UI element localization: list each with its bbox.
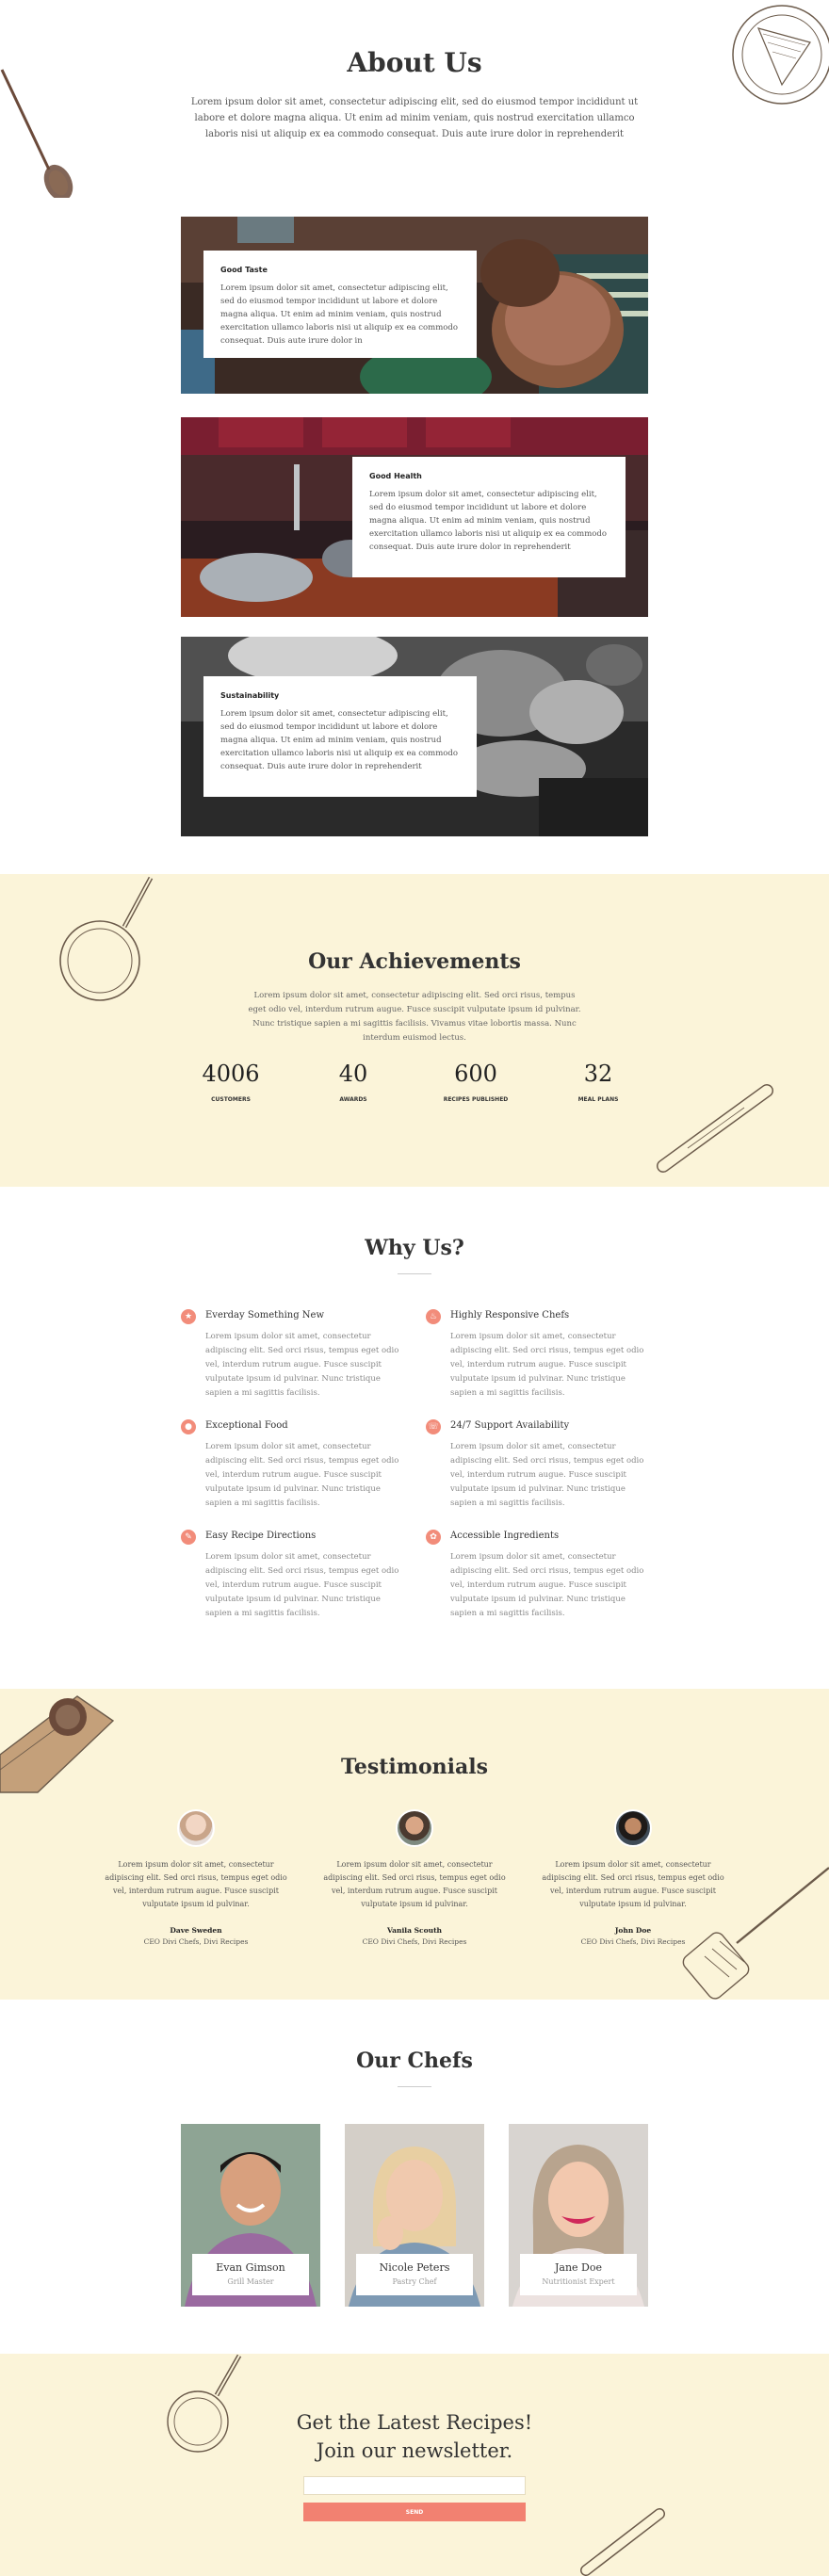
- feature-title: 24/7 Support Availability: [450, 1420, 570, 1431]
- frying-pan-illustration: [57, 874, 170, 1006]
- testimonial-role: CEO Divi Chefs, Divi Recipes: [143, 1937, 249, 1946]
- card-title: Good Health: [369, 472, 422, 480]
- stats-row: [179, 1061, 650, 1103]
- title-divider: [398, 2086, 431, 2087]
- why-us-section: [0, 1187, 829, 1689]
- testimonial-text: Lorem ipsum dolor sit amet, consectetur adipiscing elit. Sed orci risus, tempus eget odio vel, interdum rutrum augue. Fusce suscipit vulputate ipsum id pulvinar.: [323, 1860, 506, 1908]
- testimonials-title: Testimonials: [340, 1755, 489, 1779]
- chef-card: [509, 2124, 648, 2307]
- card-title: Sustainability: [220, 691, 280, 700]
- stat-value: 4006: [202, 1061, 260, 1087]
- card-overlay: [203, 676, 477, 797]
- spoon-illustration: [0, 66, 85, 198]
- achievements-title: Our Achievements: [308, 949, 521, 974]
- cutting-board-illustration: [0, 1689, 122, 1802]
- title-divider: [398, 1273, 431, 1274]
- card-overlay: [203, 251, 477, 358]
- support-icon: ☏: [426, 1419, 441, 1434]
- chef-nameplate: [520, 2254, 637, 2295]
- chef-name: Nicole Peters: [379, 2261, 450, 2274]
- newsletter-title-line2: Join our newsletter.: [316, 2439, 513, 2462]
- chefs-title: Our Chefs: [356, 2049, 473, 2073]
- send-button[interactable]: SEND: [303, 2503, 526, 2521]
- card-text: Lorem ipsum dolor sit amet, consectetur adipiscing elit, sed do eiusmod tempor incididunt ut labore et dolore magna aliqua. Ut enim ad minim veniam, quis nostrud exercitation ullamco laboris nisi ut aliquip ex ea commodo consequat. Duis aute irure dolor in reprehenderit: [220, 709, 458, 771]
- chef-role: Grill Master: [227, 2277, 274, 2286]
- card-overlay: [352, 457, 626, 577]
- feature-item: [426, 1309, 652, 1398]
- stat-customers: [179, 1061, 283, 1103]
- feature-card-good-health: [181, 417, 648, 617]
- feature-title: Everday Something New: [205, 1310, 325, 1320]
- stat-recipes: [424, 1061, 528, 1103]
- feature-card-good-taste: [181, 217, 648, 394]
- stat-label: AWARDS: [339, 1096, 367, 1103]
- ingredients-icon: ✿: [426, 1530, 441, 1545]
- chef-role: Nutritionist Expert: [542, 2277, 615, 2286]
- chef-role: Pastry Chef: [392, 2277, 437, 2286]
- avatar: [614, 1809, 652, 1847]
- email-field[interactable]: [303, 2476, 526, 2495]
- rolling-pin-illustration: [575, 2501, 669, 2576]
- chef-name: Evan Gimson: [216, 2261, 285, 2274]
- testimonial-role: CEO Divi Chefs, Divi Recipes: [362, 1937, 467, 1946]
- avatar: [177, 1809, 215, 1847]
- testimonial-name: Dave Sweden: [170, 1926, 222, 1935]
- newsletter-section: [0, 2354, 829, 2576]
- feature-title: Accessible Ingredients: [450, 1531, 560, 1541]
- card-text: Lorem ipsum dolor sit amet, consectetur adipiscing elit, sed do eiusmod tempor incididunt ut labore et dolore magna aliqua. Ut enim ad minim veniam, quis nostrud exercitation ullamco laboris nisi ut aliquip ex ea commodo consequat. Duis aute irure dolor in: [220, 284, 458, 346]
- achievements-section: [0, 874, 829, 1187]
- feature-card-sustainability: [181, 637, 648, 836]
- stat-value: 600: [454, 1061, 497, 1087]
- testimonial-card: [539, 1809, 727, 1946]
- testimonial-card: [320, 1809, 509, 1946]
- testimonial-name: Vanila Scouth: [387, 1926, 442, 1935]
- stat-value: 40: [338, 1061, 368, 1087]
- feature-text: Lorem ipsum dolor sit amet, consectetur adipiscing elit. Sed orci risus, tempus eget odio vel, interdum rutrum augue. Fusce suscipit vulputate ipsum id pulvinar. Nunc tristique sapien a mi sagittis facilisis.: [205, 1552, 399, 1618]
- testimonial-role: CEO Divi Chefs, Divi Recipes: [580, 1937, 686, 1946]
- why-us-title: Why Us?: [365, 1236, 464, 1260]
- feature-text: Lorem ipsum dolor sit amet, consectetur adipiscing elit. Sed orci risus, tempus eget odio vel, interdum rutrum augue. Fusce suscipit vulputate ipsum id pulvinar. Nunc tristique sapien a mi sagittis facilisis.: [450, 1332, 644, 1398]
- card-title: Good Taste: [220, 266, 268, 274]
- stat-value: 32: [583, 1061, 613, 1087]
- about-section: [0, 0, 829, 874]
- page-title: About Us: [347, 47, 482, 78]
- food-icon: ●: [181, 1419, 196, 1434]
- feature-text: Lorem ipsum dolor sit amet, consectetur adipiscing elit. Sed orci risus, tempus eget odio vel, interdum rutrum augue. Fusce suscipit vulputate ipsum id pulvinar. Nunc tristique sapien a mi sagittis facilisis.: [450, 1442, 644, 1508]
- star-icon: ★: [181, 1309, 196, 1324]
- rolling-pin-illustration: [650, 1079, 782, 1174]
- stat-label: CUSTOMERS: [211, 1096, 251, 1103]
- feature-text: Lorem ipsum dolor sit amet, consectetur adipiscing elit. Sed orci risus, tempus eget odio vel, interdum rutrum augue. Fusce suscipit vulputate ipsum id pulvinar. Nunc tristique sapien a mi sagittis facilisis.: [450, 1552, 644, 1618]
- chef-nameplate: [192, 2254, 309, 2295]
- testimonials-section: [0, 1689, 829, 2000]
- stat-label: RECIPES PUBLISHED: [443, 1096, 509, 1103]
- newsletter-title: [0, 2408, 829, 2465]
- stat-meal-plans: [546, 1061, 650, 1103]
- feature-item: [181, 1419, 407, 1508]
- recipe-icon: ✎: [181, 1530, 196, 1545]
- chef-nameplate: [356, 2254, 473, 2295]
- newsletter-title-line1: Get the Latest Recipes!: [296, 2411, 533, 2434]
- chef-icon: ♨: [426, 1309, 441, 1324]
- feature-text: Lorem ipsum dolor sit amet, consectetur adipiscing elit. Sed orci risus, tempus eget odio vel, interdum rutrum augue. Fusce suscipit vulputate ipsum id pulvinar. Nunc tristique sapien a mi sagittis facilisis.: [205, 1442, 399, 1508]
- feature-title: Highly Responsive Chefs: [450, 1310, 570, 1320]
- testimonial-card: [102, 1809, 290, 1946]
- avatar: [396, 1809, 433, 1847]
- testimonial-text: Lorem ipsum dolor sit amet, consectetur adipiscing elit. Sed orci risus, tempus eget odio vel, interdum rutrum augue. Fusce suscipit vulputate ipsum id pulvinar.: [542, 1860, 724, 1908]
- chef-card: [345, 2124, 484, 2307]
- chef-card: [181, 2124, 320, 2307]
- chef-name: Jane Doe: [554, 2261, 602, 2274]
- chefs-section: [0, 2000, 829, 2354]
- feature-title: Exceptional Food: [205, 1420, 288, 1431]
- about-intro-text: Lorem ipsum dolor sit amet, consectetur adipiscing elit, sed do eiusmod tempor incididunt ut labore et dolore magna aliqua. Ut enim ad minim veniam, quis nostrud exercitation ullamco laboris nisi ut aliquip ex ea commodo consequat. Duis aute irure dolor in reprehenderit: [190, 97, 639, 139]
- achievements-text: Lorem ipsum dolor sit amet, consectetur adipiscing elit. Sed orci risus, tempus eget odio vel, interdum rutrum augue. Fusce suscipit vulputate ipsum id pulvinar. Nunc tristique sapien a mi sagittis facilisis. Vivamus vitae lobortis massa. Nunc interdum euismod lectus.: [248, 991, 581, 1043]
- testimonial-text: Lorem ipsum dolor sit amet, consectetur adipiscing elit. Sed orci risus, tempus eget odio vel, interdum rutrum augue. Fusce suscipit vulputate ipsum id pulvinar.: [105, 1860, 287, 1908]
- card-text: Lorem ipsum dolor sit amet, consectetur adipiscing elit, sed do eiusmod tempor incididunt ut labore et dolore magna aliqua. Ut enim ad minim veniam, quis nostrud exercitation ullamco laboris nisi ut aliquip ex ea commodo consequat. Duis aute irure dolor in reprehenderit: [369, 490, 607, 552]
- feature-item: [181, 1530, 407, 1618]
- feature-item: [181, 1309, 407, 1398]
- stat-label: MEAL PLANS: [577, 1096, 619, 1103]
- feature-item: [426, 1419, 652, 1508]
- feature-text: Lorem ipsum dolor sit amet, consectetur adipiscing elit. Sed orci risus, tempus eget odio vel, interdum rutrum augue. Fusce suscipit vulputate ipsum id pulvinar. Nunc tristique sapien a mi sagittis facilisis.: [205, 1332, 399, 1398]
- stat-awards: [301, 1061, 405, 1103]
- testimonial-name: John Doe: [614, 1926, 652, 1935]
- feature-item: [426, 1530, 652, 1618]
- feature-title: Easy Recipe Directions: [205, 1531, 317, 1541]
